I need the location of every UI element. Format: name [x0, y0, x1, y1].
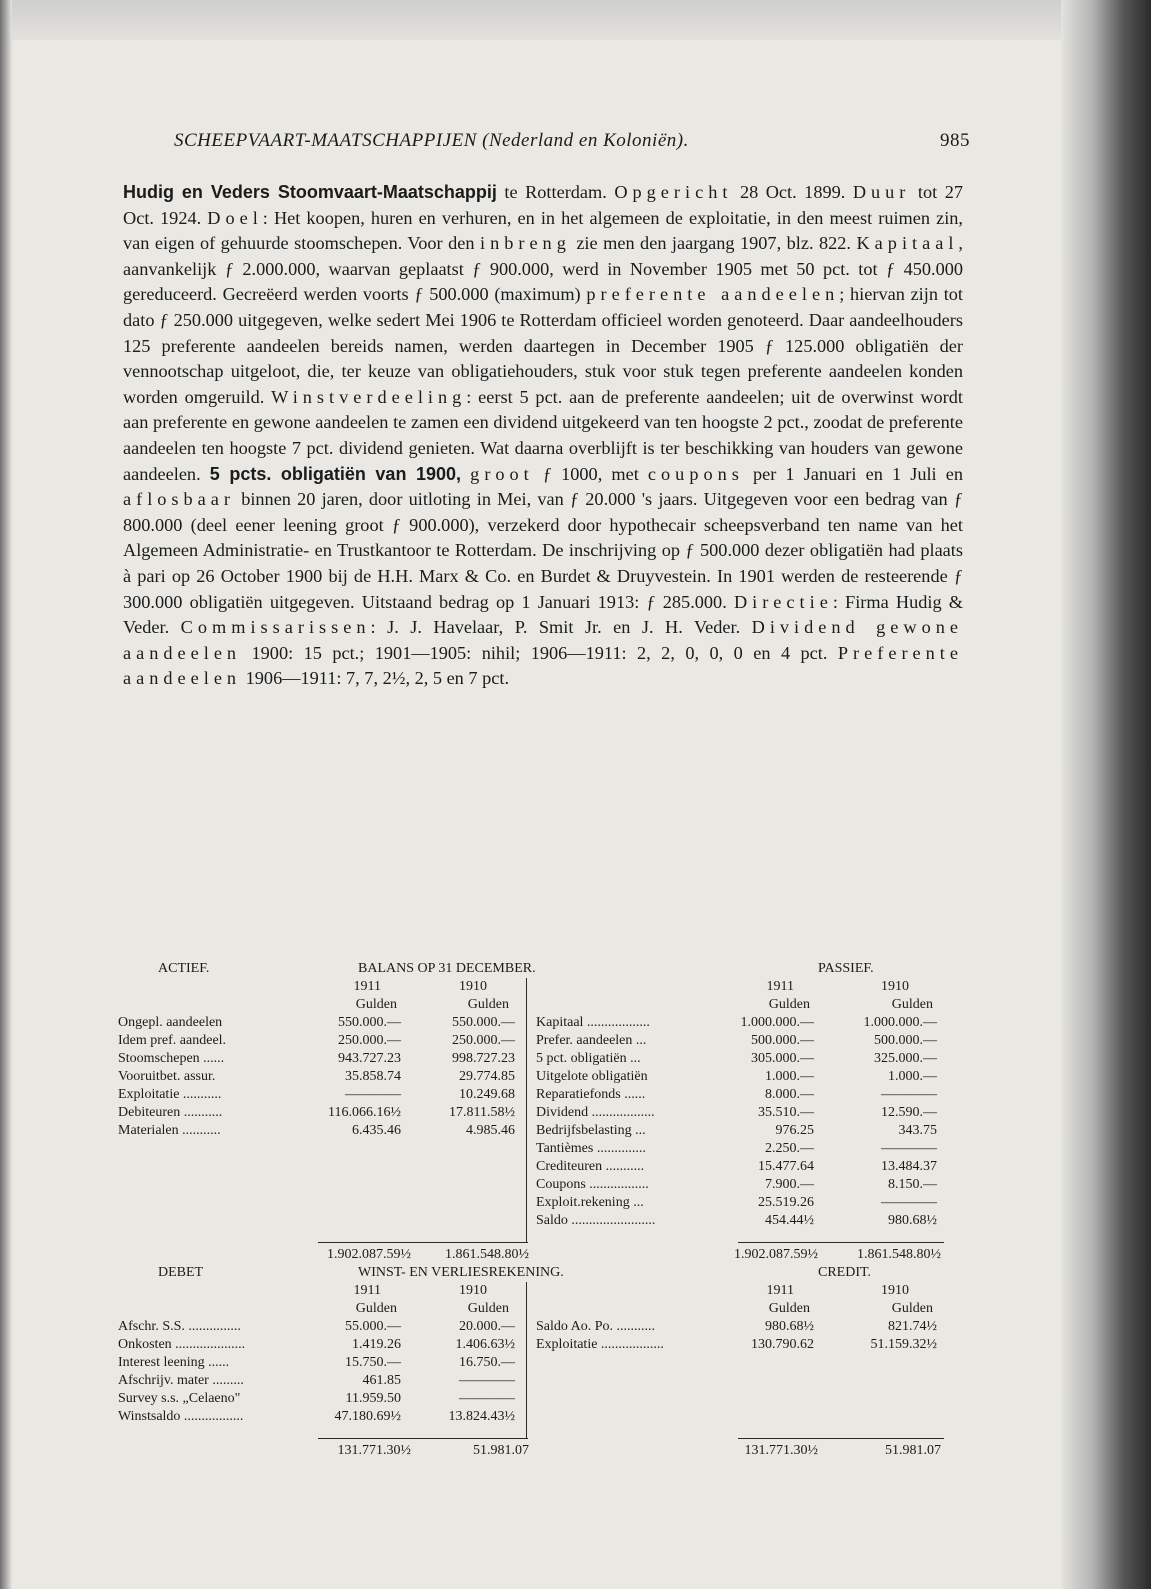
keyword-commissarissen: Commissarissen	[180, 617, 371, 638]
balance-sheet-left-value-1911: 6.435.46	[352, 1123, 401, 1138]
running-header	[174, 130, 970, 152]
balance-sheet-left-label: Materialen ...........	[118, 1123, 221, 1138]
profit-loss-total-left-1911: 131.771.30½	[337, 1443, 411, 1458]
profit-loss-right-value-1910: 821.74½	[888, 1319, 937, 1334]
profit-loss-year-1: 1911	[353, 1283, 381, 1298]
profit-loss-total-right-1910: 51.981.07	[885, 1443, 941, 1458]
balance-sheet-right-value-1910: 1.000.—	[888, 1069, 937, 1084]
balance-sheet-total-rule-right	[738, 1242, 944, 1243]
balance-sheet-right-heading: PASSIEF.	[818, 961, 874, 976]
text-seg: zie men den jaargang 1907, blz. 822.	[570, 233, 857, 254]
profit-loss-left-value-1910: 20.000.—	[459, 1319, 515, 1334]
balance-sheet-left-value-1911: 550.000.—	[338, 1015, 401, 1030]
balance-sheet-right-label: Bedrijfsbelasting ...	[536, 1123, 646, 1138]
profit-loss-left-label: Winstsaldo .................	[118, 1409, 244, 1424]
keyword-inbreng: inbreng	[480, 233, 571, 254]
balance-sheet-right-value-1910: 13.484.37	[881, 1159, 937, 1174]
profit-loss-line	[118, 1336, 944, 1354]
balance-sheet-right-label: Dividend ..................	[536, 1105, 655, 1120]
keyword-winstverdeeling: Winstverdeeling	[271, 386, 467, 407]
balance-sheet-divider	[526, 978, 527, 1242]
text-seg: ; hiervan zijn tot dato ƒ 250.000 uitgegeven, welke sedert Mei 1906 te Rotterdam officieel worden genoteerd. Daar aandeelhouders 125 preferente aandeelen bereids namen, werden daartegen in December 1905 ƒ 125.000 obligatiën der vennootschap uitgeloot, die, ter keuze van obligatiehouders, stuk voor stuk tegen preferente aandeelen konden worden omgeruild.	[123, 284, 963, 407]
balance-sheet-line	[118, 1104, 944, 1122]
keyword-directie: Directie	[733, 591, 833, 612]
balance-sheet-left-value-1911: ————	[345, 1087, 401, 1102]
balance-sheet-total-right-1911: 1.902.087.59½	[734, 1247, 818, 1262]
balance-sheet-right-label: Uitgelote obligatiën	[536, 1069, 648, 1084]
keyword-preferente-aandeelen: Preferente aandeelen	[123, 642, 963, 689]
balance-sheet-unit-1: Gulden	[355, 997, 397, 1012]
balance-sheet-right-value-1911: 25.519.26	[758, 1195, 814, 1210]
balance-sheet-right-value-1910: 12.590.—	[881, 1105, 937, 1120]
balance-sheet-title: BALANS OP 31 DECEMBER.	[358, 961, 536, 976]
balance-sheet-right-value-1911: 15.477.64	[758, 1159, 814, 1174]
profit-loss-left-label: Afschrijv. mater .........	[118, 1373, 244, 1388]
text-seg: , aanvankelijk ƒ 2.000.000, waarvan geplaatst ƒ 900.000, werd in November 1905 met 50 pct. tot ƒ 450.000 gereduceerd. Gecreëerd werden voorts ƒ 500.000 (maximum)	[123, 233, 963, 305]
balance-sheet-right-value-1910: 343.75	[898, 1123, 937, 1138]
keyword-kapitaal: Kapitaal	[856, 233, 959, 254]
profit-loss-unit-2: Gulden	[467, 1301, 509, 1316]
profit-loss-right-value-1910: 51.159.32½	[870, 1337, 937, 1352]
balance-sheet-line	[118, 1140, 944, 1158]
balance-sheet-line	[118, 1086, 944, 1104]
balance-sheet-left-value-1910: 17.811.58½	[449, 1105, 515, 1120]
balance-sheet-line	[118, 1158, 944, 1176]
profit-loss-unit-2-right: Gulden	[891, 1301, 933, 1316]
profit-loss-left-value-1910: ————	[459, 1373, 515, 1388]
balance-sheet-left-value-1911: 250.000.—	[338, 1033, 401, 1048]
scan-top-border	[0, 0, 1151, 40]
text-seg: 28 Oct. 1899.	[732, 182, 853, 202]
profit-loss-left-heading: DEBET	[158, 1265, 204, 1280]
profit-loss-title-row	[118, 1264, 944, 1282]
profit-loss-left-value-1911: 11.959.50	[345, 1391, 401, 1406]
balance-sheet-right-value-1911: 305.000.—	[751, 1051, 814, 1066]
profit-loss-left-value-1911: 461.85	[362, 1373, 401, 1388]
balance-sheet-unit-2: Gulden	[467, 997, 509, 1012]
balance-sheet-left-heading: ACTIEF.	[158, 961, 210, 976]
profit-loss-left-value-1911: 15.750.—	[345, 1355, 401, 1370]
profit-loss-unit-1-right: Gulden	[768, 1301, 810, 1316]
text-seg: binnen 20 jaren, door uitloting in Mei, van ƒ 20.000 's jaars. Uitgegeven voor een bedrag van ƒ 800.000 (deel eener leening groot ƒ 900.000), verzekerd door hypothecair scheepsverband ten name van het Algemeen Administratie- en Trustkantoor te Rotterdam. De inschrijving op ƒ 500.000 dezer obligatiën had plaats à pari op 26 October 1900 bij de H.H. Marx & Co. en Burdet & Druyvestein. In 1901 werden de resteerende ƒ 300.000 obligatiën uitgegeven. Uitstaand bedrag op 1 Januari 1913: ƒ 285.000.	[123, 489, 963, 612]
keyword-doel: Doel	[207, 207, 263, 228]
text-seg: : J. J. Havelaar, P. Smit Jr. en J. H. Veder.	[370, 617, 752, 638]
balance-sheet-right-value-1911: 976.25	[775, 1123, 814, 1138]
keyword-duur: Duur	[852, 182, 911, 202]
profit-loss-divider	[526, 1282, 527, 1438]
profit-loss-left-value-1911: 55.000.—	[345, 1319, 401, 1334]
profit-loss-left-label: Survey s.s. „Celaeno"	[118, 1391, 241, 1406]
article-text	[123, 180, 963, 692]
balance-sheet-year-2: 1910	[459, 979, 487, 994]
profit-loss-year-2-right: 1910	[881, 1283, 909, 1298]
balance-sheet-right-label: Reparatiefonds ......	[536, 1087, 646, 1102]
balance-sheet-line	[118, 1212, 944, 1230]
balance-sheet-total-left-1911: 1.902.087.59½	[327, 1247, 411, 1262]
profit-loss-year-row	[118, 1282, 944, 1300]
balance-sheet-line	[118, 1194, 944, 1212]
balance-sheet-right-label: Tantièmes ..............	[536, 1141, 646, 1156]
balance-sheet-total-rule-left	[318, 1242, 528, 1243]
balance-sheet-unit-2-right: Gulden	[891, 997, 933, 1012]
balance-sheet-right-value-1910: 325.000.—	[874, 1051, 937, 1066]
profit-loss-left-value-1910: ————	[459, 1391, 515, 1406]
balance-sheet-title-row	[118, 960, 944, 978]
balance-sheet-right-label: Coupons .................	[536, 1177, 649, 1192]
text-seg: : Firma Hudig & Veder.	[123, 591, 963, 638]
balance-sheet-line	[118, 1122, 944, 1140]
balance-sheet-year-2-right: 1910	[881, 979, 909, 994]
profit-loss-line	[118, 1318, 944, 1336]
balance-sheet-unit-row	[118, 996, 944, 1014]
balance-sheet-left-label: Idem pref. aandeel.	[118, 1033, 227, 1048]
page-number: 985	[940, 130, 970, 151]
balance-sheet-totals-row	[118, 1246, 944, 1264]
balance-sheet-right-value-1911: 2.250.—	[765, 1141, 814, 1156]
text-seg: per 1 Januari en 1 Juli en	[743, 463, 964, 484]
profit-loss-left-value-1910: 13.824.43½	[448, 1409, 515, 1424]
profit-loss-right-value-1911: 130.790.62	[751, 1337, 814, 1352]
balance-sheet-left-value-1910: 29.774.85	[459, 1069, 515, 1084]
balance-sheet-right-label: Crediteuren ...........	[536, 1159, 645, 1174]
profit-loss-total-right-1911: 131.771.30½	[744, 1443, 818, 1458]
balance-sheet-right-value-1911: 7.900.—	[765, 1177, 814, 1192]
profit-loss-right-value-1911: 980.68½	[765, 1319, 814, 1334]
keyword-dividend-gewone: Dividend gewone aandeelen	[123, 617, 963, 663]
profit-loss-total-left-1910: 51.981.07	[473, 1443, 529, 1458]
balance-sheet-unit-1-right: Gulden	[768, 997, 810, 1012]
profit-loss-left-value-1910: 16.750.—	[459, 1355, 515, 1370]
balance-sheet-left-value-1910: 10.249.68	[459, 1087, 515, 1102]
balance-sheet-left-label: Vooruitbet. assur.	[118, 1069, 216, 1084]
balance-sheet-right-value-1910: ————	[881, 1087, 937, 1102]
balance-sheet-right-value-1910: 1.000.000.—	[863, 1015, 937, 1030]
profit-loss-unit-row	[118, 1300, 944, 1318]
profit-loss-unit-1: Gulden	[355, 1301, 397, 1316]
profit-loss-title: WINST- EN VERLIESREKENING.	[358, 1265, 564, 1280]
balance-sheet-left-label: Ongepl. aandeelen	[118, 1015, 223, 1030]
scan-right-border	[1061, 0, 1151, 1589]
balance-sheet-year-1: 1911	[353, 979, 381, 994]
balance-sheet-right-label: Prefer. aandeelen ...	[536, 1033, 647, 1048]
balance-sheet-left-label: Exploitatie ...........	[118, 1087, 222, 1102]
profit-loss-left-value-1911: 1.419.26	[352, 1337, 401, 1352]
balance-sheet-left-value-1910: 998.727.23	[452, 1051, 515, 1066]
balance-sheet-year-1-right: 1911	[766, 979, 794, 994]
balance-sheet-right-value-1911: 454.44½	[765, 1213, 814, 1228]
balance-sheet-total-right-1910: 1.861.548.80½	[857, 1247, 941, 1262]
balance-sheet-left-value-1910: 4.985.46	[466, 1123, 515, 1138]
balance-sheet-right-value-1910: 500.000.—	[874, 1033, 937, 1048]
profit-loss-year-1-right: 1911	[766, 1283, 794, 1298]
balance-sheet-left-label: Debiteuren ...........	[118, 1105, 223, 1120]
balance-sheet-right-label: Exploit.rekening ...	[536, 1195, 644, 1210]
profit-loss-left-label: Afschr. S.S. ...............	[118, 1319, 241, 1334]
balance-sheet-right-value-1910: ————	[881, 1195, 937, 1210]
balance-sheet-line	[118, 1014, 944, 1032]
profit-loss-totals-row	[118, 1442, 944, 1460]
profit-loss-total-rule-right	[738, 1438, 944, 1439]
keyword-preferente: preferente aandeelen	[586, 284, 840, 305]
balance-sheet-right-value-1911: 35.510.—	[758, 1105, 814, 1120]
text-seg: ƒ 1000, met	[533, 463, 648, 484]
balance-sheet-right-value-1911: 500.000.—	[751, 1033, 814, 1048]
running-header-title: SCHEEPVAART-MAATSCHAPPIJEN (Nederland en Koloniën).	[174, 130, 689, 151]
balance-sheet-right-value-1911: 1.000.—	[765, 1069, 814, 1084]
bond-heading: 5 pcts. obligatiën van 1900,	[209, 463, 462, 484]
balance-sheet-left-value-1910: 550.000.—	[452, 1015, 515, 1030]
profit-loss-right-heading: CREDIT.	[818, 1265, 872, 1280]
company-name: Hudig en Veders Stoomvaart-Maatschappij	[123, 182, 497, 202]
profit-loss-right-label: Saldo Ao. Po. ...........	[536, 1319, 656, 1334]
profit-loss-left-value-1910: 1.406.63½	[455, 1337, 515, 1352]
balance-sheet-right-value-1911: 1.000.000.—	[740, 1015, 814, 1030]
text-seg: tot 27 Oct. 1924.	[123, 182, 963, 228]
balance-sheet-right-label: Saldo ........................	[536, 1213, 656, 1228]
balance-sheet-year-row	[118, 978, 944, 996]
balance-sheet-right-value-1910: ————	[881, 1141, 937, 1156]
text-seg: te Rotterdam.	[496, 182, 615, 202]
balance-sheet-right-value-1910: 8.150.—	[888, 1177, 937, 1192]
balance-sheet-line	[118, 1050, 944, 1068]
balance-sheet-line	[118, 1032, 944, 1050]
profit-loss-line	[118, 1390, 944, 1408]
profit-loss-left-label: Interest leening ......	[118, 1355, 230, 1370]
balance-sheet-right-value-1911: 8.000.—	[765, 1087, 814, 1102]
text-seg: 1900: 15 pct.; 1901—1905: nihil; 1906—1911: 2, 2, 0, 0, 0 en 4 pct.	[241, 642, 838, 663]
profit-loss-line	[118, 1354, 944, 1372]
text-seg: 1906—1911: 7, 7, 2½, 2, 5 en 7 pct.	[241, 668, 510, 689]
balance-sheet-left-value-1911: 943.727.23	[338, 1051, 401, 1066]
balance-sheet-line	[118, 1068, 944, 1086]
balance-sheet-left-value-1911: 35.858.74	[345, 1069, 401, 1084]
text-seg	[461, 464, 470, 484]
keyword-coupons: coupons	[647, 463, 744, 484]
balance-sheet-left-value-1910: 250.000.—	[452, 1033, 515, 1048]
profit-loss-line	[118, 1372, 944, 1390]
profit-loss-year-2: 1910	[459, 1283, 487, 1298]
keyword-opgericht: Opgericht	[614, 182, 733, 202]
text-seg: : eerst 5 pct. aan de preferente aandeelen; uit de overwinst wordt aan preferente en gewone aandeelen te zamen een dividend uitgekeerd van ten hoogste 2 pct., zoodat de preferente aandeelen ten hoogste 7 pct. dividend genieten. Wat daarna overblijft is ter beschikking van houders van gewone aandeelen.	[123, 386, 963, 484]
balance-sheet-left-value-1911: 116.066.16½	[328, 1105, 401, 1120]
keyword-groot: groot	[470, 463, 534, 484]
keyword-aflosbaar: aflosbaar	[123, 489, 235, 510]
balance-sheet-right-value-1910: 980.68½	[888, 1213, 937, 1228]
balance-sheet-left-label: Stoomschepen ......	[118, 1051, 225, 1066]
balance-sheet-right-label: Kapitaal ..................	[536, 1015, 650, 1030]
profit-loss-line	[118, 1408, 944, 1426]
profit-loss-right-label: Exploitatie ..................	[536, 1337, 664, 1352]
profit-loss-total-rule-left	[318, 1438, 528, 1439]
profit-loss-left-label: Onkosten ....................	[118, 1337, 246, 1352]
text-seg: : Het koopen, huren en verhuren, en in het algemeen de exploitatie, in den meest ruimen zin, van eigen of gehuurde stoomschepen. Voor den	[123, 207, 963, 254]
balance-sheet-right-label: 5 pct. obligatiën ...	[536, 1051, 641, 1066]
scan-left-edge	[0, 0, 12, 1589]
balance-sheet-total-left-1910: 1.861.548.80½	[445, 1247, 529, 1262]
balance-sheet-line	[118, 1176, 944, 1194]
profit-loss-left-value-1911: 47.180.69½	[334, 1409, 401, 1424]
